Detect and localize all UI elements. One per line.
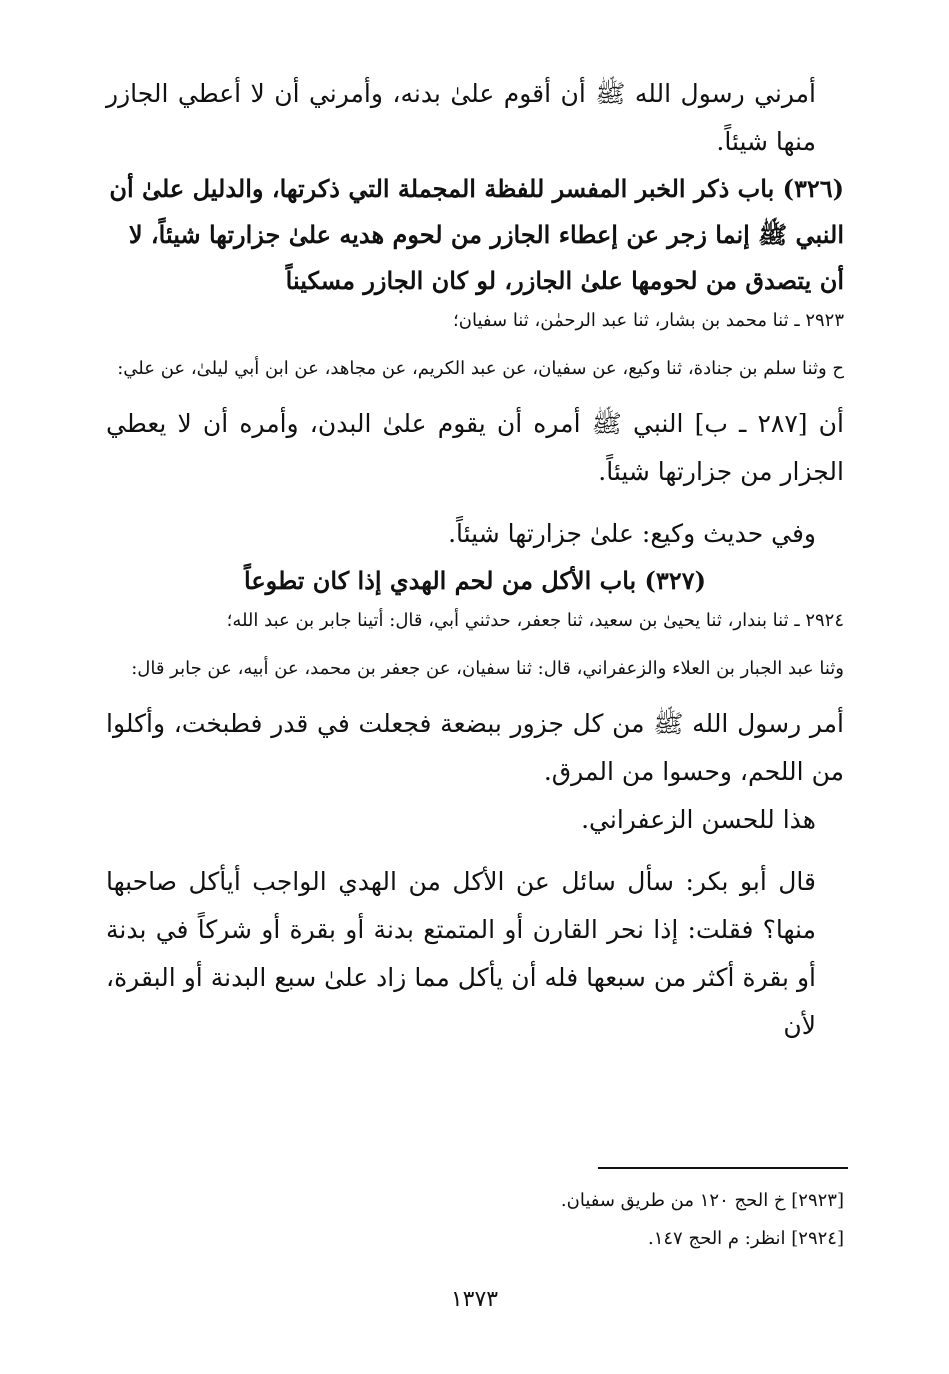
hadith-2923-matn: أن [٢٨٧ ـ ب] النبي ﷺ أمره أن يقوم علىٰ البدن، وأمره أن لا يعطي الجزار من جزارتها شيئاً.: [106, 409, 844, 486]
hadith-2923-isnad-2: ح وثنا سلم بن جنادة، ثنا وكيع، عن سفيان، عن عبد الكريم، عن مجاهد، عن ابن أبي ليلىٰ، عن علي:: [117, 358, 844, 379]
waki-note: وفي حديث وكيع: علىٰ جزارتها شيئاً.: [448, 519, 816, 548]
chapter-heading-327: (٣٢٧) باب الأكل من لحم الهدي إذا كان تطوعاً: [244, 566, 706, 595]
hadith-2924-isnad-2: وثنا عبد الجبار بن العلاء والزعفراني، قال: ثنا سفيان، عن جعفر بن محمد، عن أبيه، عن جابر قال:: [131, 658, 844, 679]
page-number: ١٣٧٣: [450, 1287, 499, 1312]
footnotes: [344, 1182, 844, 1258]
hadith-2923-isnad: ٢٩٢٣ ـ ثنا محمد بن بشار، ثنا عبد الرحمٰن، ثنا سفيان؛: [453, 310, 844, 331]
footnote-separator: [598, 1167, 848, 1169]
footnote-2924: [٢٩٢٤] انظر: م الحج ١٤٧.: [647, 1228, 844, 1249]
opening-paragraph: أمرني رسول الله ﷺ أن أقوم علىٰ بدنه، وأمرني أن لا أعطي الجازر منها شيئاً.: [106, 79, 816, 156]
chapter-heading-326: (٣٢٦) باب ذكر الخبر المفسر للفظة المجملة التي ذكرتها، والدليل علىٰ أن النبي ﷺ إنما زجر عن إعطاء الجازر من لحوم هديه علىٰ جزارتها شيئاً، لا أن يتصدق من لحومها علىٰ الجازر، لو كان الجازر مسكيناً: [109, 174, 844, 295]
hadith-2924-isnad: ٢٩٢٤ ـ ثنا بندار، ثنا يحيىٰ بن سعيد، ثنا جعفر، حدثني أبي، قال: أتينا جابر بن عبد الله؛: [226, 610, 844, 631]
page-body: [106, 70, 844, 1050]
footnote-2923: [٢٩٢٣] خ الحج ١٢٠ من طريق سفيان.: [560, 1190, 844, 1211]
hadith-2924-matn: أمر رسول الله ﷺ من كل جزور ببضعة فجعلت في قدر فطبخت، وأكلوا من اللحم، وحسوا من المرق.: [106, 709, 844, 786]
abu-bakr-commentary: قال أبو بكر: سأل سائل عن الأكل من الهدي الواجب أيأكل صاحبها منها؟ فقلت: إذا نحر القارن أو المتمتع بدنة أو بقرة أو شركاً في بدنة أو بقرة أكثر من سبعها فله أن يأكل مما زاد علىٰ سبع البدنة أو البقرة، لأن: [106, 867, 816, 1040]
zafarani-note: هذا للحسن الزعفراني.: [581, 805, 816, 834]
